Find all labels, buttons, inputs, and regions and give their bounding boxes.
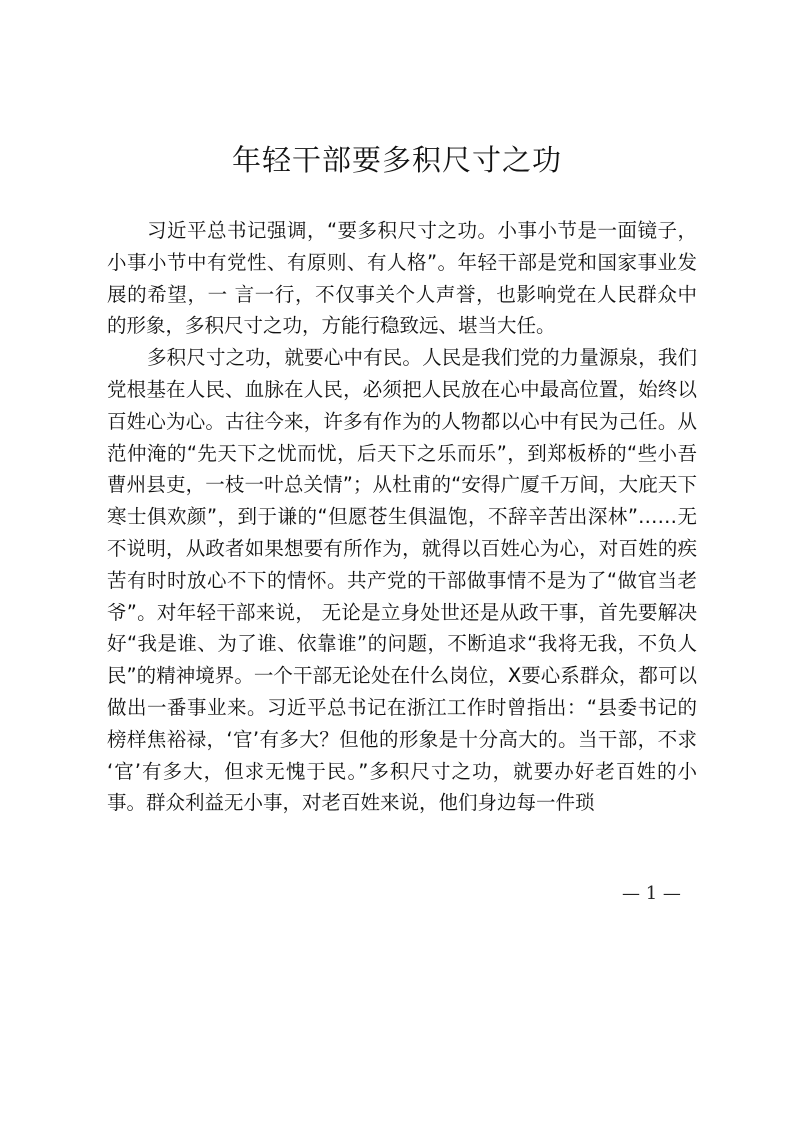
document-title: 年轻干部要多积尺寸之功 (231, 143, 562, 177)
paragraph-2: 多积尺寸之功，就要心中有民。人民是我们党的力量源泉，我们党根基在人民、血脉在人民，必须把人民放在心中最高位置，始终以百姓心为心。古往今来，许多有作为的人物都以心中有民为己任。从范仲淹的“先天下之忧而忧，后天下之乐而乐”，到郑板桥的“些小吾曹州县吏，一枝一叶总关情”；从杜甫的“安得广厦千万间，大庇天下寒士俱欢颜”，到于谦的“但愿苍生俱温饱，不辞辛苦出深林”……无不说明，从政者如果想要有所作为，就得以百姓心为心，对百姓的疾苦有时时放心不下的情怀。共产党的干部做事情不是为了“做官当老爷”。对年轻干部来说， 无论是立身处世还是从政干事，首先要解决好“我是谁、为了谁、依靠谁”的问题，不断追求“我将无我，不负人民”的精神境界。一个干部无论处在什么岗位，X要心系群众，都可以做出一番事业来。习近平总书记在浙江工作时曾指出：“县委书记的榜样焦裕禄，‘官’有多大？但他的形象是十分高大的。当干部，不求 ‘官’有多大，但求无愧于民。”多积尺寸之功，就要办好老百姓的小事。群众利益无小事，对老百姓来说，他们身边每一件琐 (107, 346, 697, 815)
paragraph-1: 习近平总书记强调，“要多积尺寸之功。小事小节是一面镜子，小事小节中有党性、有原则、有人格”。年轻干部是党和国家事业发展的希望，一 言一行，不仅事关个人声誉，也影响党在人民群众中的形象，多积尺寸之功，方能行稳致远、堪当大任。 (107, 219, 697, 338)
page-number: — 1 — (622, 883, 681, 904)
document-body (107, 215, 697, 819)
